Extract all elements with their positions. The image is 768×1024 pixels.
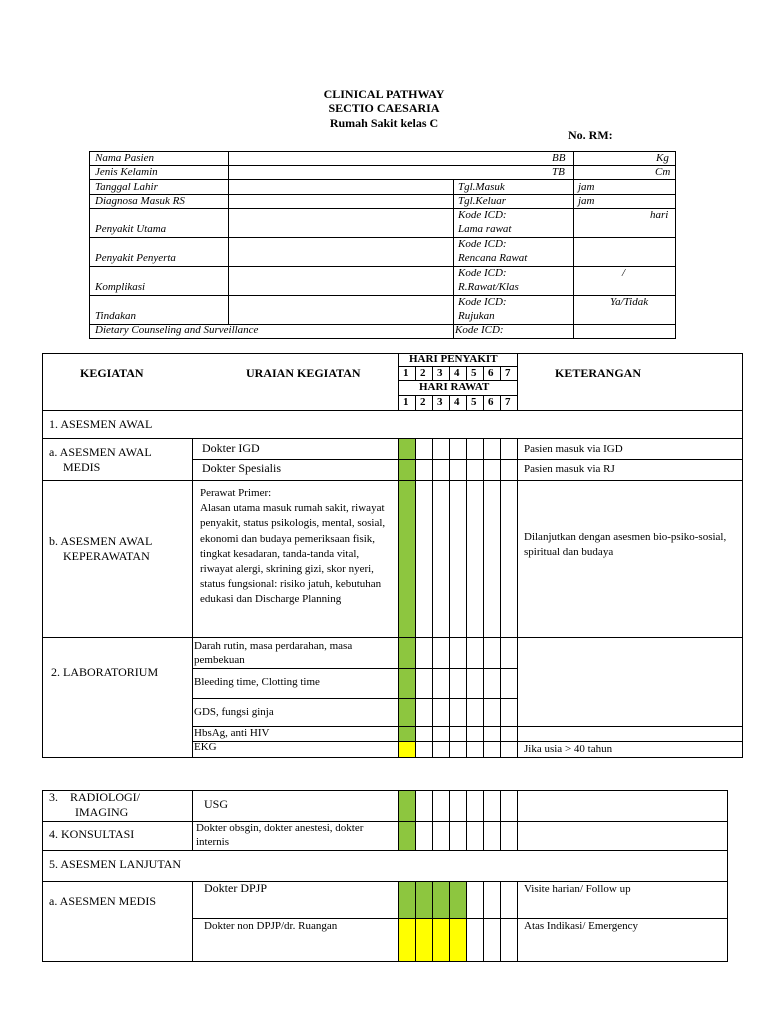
rawat-day-3: 3 [437, 396, 443, 408]
day-2: 2 [420, 367, 426, 379]
asesmen-medis-label-2: MEDIS [63, 460, 101, 474]
hospital-class: Rumah Sakit kelas C [329, 116, 439, 130]
radiologi-usg: USG [204, 797, 229, 811]
day-3: 3 [437, 367, 443, 379]
kode-icd-2: Kode ICD: [458, 238, 507, 250]
ket-igd: Pasien masuk via IGD [524, 443, 623, 455]
kode-icd-3: Kode ICD: [458, 267, 507, 279]
lab-ekg: EKG [194, 741, 217, 753]
hari-penyakit-header: HARI PENYAKIT [409, 353, 498, 365]
hari-rawat-header: HARI RAWAT [419, 381, 490, 393]
asesmen-kep-label-2: KEPERAWATAN [63, 549, 150, 563]
col-keterangan-header: KETERANGAN [555, 366, 642, 380]
lama-rawat-label: Lama rawat [458, 223, 512, 235]
dokter-non-dpjp: Dokter non DPJP/dr. Ruangan [204, 920, 338, 932]
section-asesmen-lanjutan: 5. ASESMEN LANJUTAN [49, 857, 182, 871]
section-radiologi-1: 3. RADIOLOGI/ [49, 790, 140, 804]
lab-darah-rutin: Darah rutin, masa perdarahan, masa pembekuan [194, 640, 353, 666]
jam-keluar-label: jam [578, 195, 595, 207]
r-rawat-klas-label: R.Rawat/Klas [458, 281, 519, 293]
rawat-day-2: 2 [420, 396, 426, 408]
ket-rj: Pasien masuk via RJ [524, 463, 615, 475]
konsultasi-text: Dokter obsgin, dokter anestesi, dokter internis [196, 822, 364, 848]
day-5: 5 [471, 367, 477, 379]
section-asesmen-awal: 1. ASESMEN AWAL [49, 417, 153, 431]
day-7: 7 [505, 367, 511, 379]
cm-unit: Cm [655, 166, 671, 178]
col-uraian-header: URAIAN KEGIATAN [246, 366, 361, 380]
kg-unit: Kg [656, 152, 669, 164]
rujukan-label: Rujukan [458, 310, 495, 322]
ket-keperawatan: Dilanjutkan dengan asesmen bio-psiko-sosial, spiritual dan budaya [524, 531, 727, 558]
diagnosa-label: Diagnosa Masuk RS [95, 195, 185, 207]
asesmen-medis-lanjutan: a. ASESMEN MEDIS [49, 894, 157, 908]
day-1: 1 [403, 367, 409, 379]
rencana-rawat-label: Rencana Rawat [458, 252, 528, 264]
asesmen-medis-label-1: a. ASESMEN AWAL [49, 445, 152, 459]
section-konsultasi: 4. KONSULTASI [49, 827, 135, 841]
penyakit-penyerta-label: Penyakit Penyerta [95, 252, 176, 264]
rawat-day-1: 1 [403, 396, 409, 408]
komplikasi-label: Komplikasi [95, 281, 146, 293]
tb-label: TB [552, 166, 565, 178]
penyakit-utama-label: Penyakit Utama [95, 223, 167, 235]
lab-gds: GDS, fungsi ginja [194, 706, 274, 718]
day-4: 4 [454, 367, 460, 379]
rm-number-label: No. RM: [568, 128, 613, 142]
klas-slash: / [622, 267, 626, 279]
jam-masuk-label: jam [578, 181, 595, 193]
kode-icd-1: Kode ICD: [458, 209, 507, 221]
section-laboratorium: 2. LABORATORIUM [51, 665, 159, 679]
dokter-dpjp: Dokter DPJP [204, 881, 268, 895]
form-subtitle: SECTIO CAESARIA [328, 101, 440, 115]
lab-bleeding-time: Bleeding time, Clotting time [194, 676, 320, 688]
ket-ekg: Jika usia > 40 tahun [524, 743, 613, 755]
jenis-kelamin-label: Jenis Kelamin [95, 166, 158, 178]
ket-atas-indikasi: Atas Indikasi/ Emergency [524, 920, 639, 932]
perawat-primer-text: Perawat Primer: Alasan utama masuk rumah sakit, riwayat penyakit, status psikologis, mental, sosial, ekonomi dan budaya pemeriksaan fisik, tingkat kesadaran, tanda-tanda vital, riwayat alergi, skrining gizi, skor nyeri, status fungsional: risiko jatuh, kebutuhan edukasi dan Discharge Planning [200, 487, 386, 606]
ket-visite: Visite harian/ Follow up [524, 883, 631, 895]
bb-label: BB [552, 152, 566, 164]
dokter-igd: Dokter IGD [202, 441, 260, 455]
rawat-day-6: 6 [488, 396, 494, 408]
tgl-masuk-label: Tgl.Masuk [458, 181, 505, 193]
tindakan-label: Tindakan [95, 310, 136, 322]
ya-tidak-label: Ya/Tidak [610, 296, 649, 308]
rawat-day-7: 7 [505, 396, 511, 408]
tanggal-lahir-label: Tanggal Lahir [95, 181, 158, 193]
form-title: CLINICAL PATHWAY [323, 87, 445, 101]
hari-unit: hari [650, 209, 669, 221]
kode-icd-4: Kode ICD: [458, 296, 507, 308]
lab-hbsag: HbsAg, anti HIV [194, 727, 270, 739]
rawat-day-4: 4 [454, 396, 460, 408]
tgl-keluar-label: Tgl.Keluar [458, 195, 506, 207]
nama-pasien-label: Nama Pasien [95, 152, 154, 164]
dokter-spesialis: Dokter Spesialis [202, 461, 281, 475]
rawat-day-5: 5 [471, 396, 477, 408]
asesmen-kep-label-1: b. ASESMEN AWAL [49, 534, 153, 548]
section-radiologi-2: IMAGING [75, 805, 129, 819]
col-kegiatan-header: KEGIATAN [80, 366, 144, 380]
day-6: 6 [488, 367, 494, 379]
dietary-label: Dietary Counseling and Surveillance [95, 324, 259, 336]
kode-icd-5: Kode ICD: [455, 324, 504, 336]
